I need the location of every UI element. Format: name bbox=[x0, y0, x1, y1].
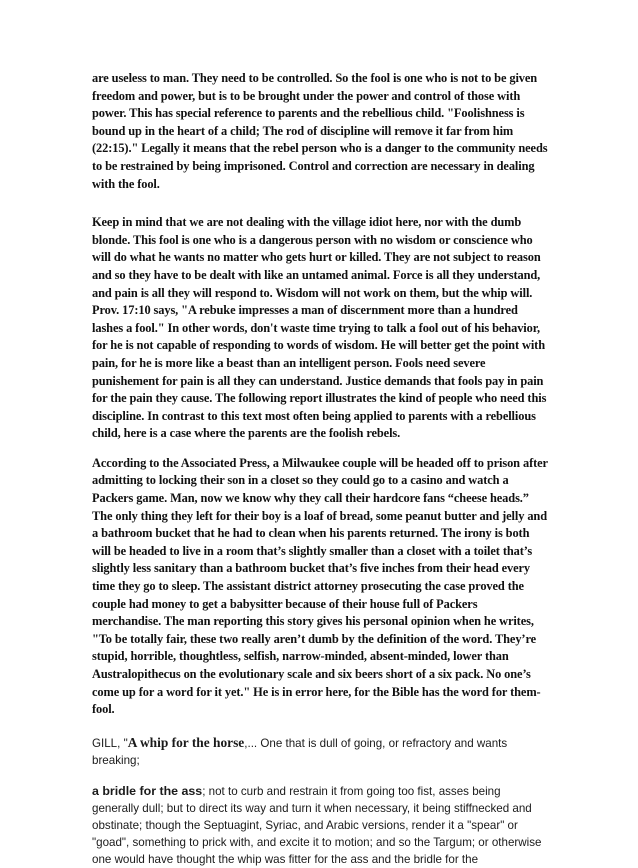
gill-prefix: GILL, " bbox=[92, 736, 128, 750]
paragraph-gill-commentary bbox=[92, 734, 548, 769]
paragraph-village-idiot: Keep in mind that we are not dealing with the village idiot here, nor with the dumb blonde. This fool is one who is a dangerous person with no wisdom or conscience who will do what he wants no matter who gets hurt or killed. They are not subject to reason and so they have to be dealt with like an untamed animal. Force is all they understand, and pain is all they will respond to. Wisdom will not work on them, but the whip will. Prov. 17:10 says, "A rebuke impresses a man of discernment more than a hundred lashes a fool." In other words, don't waste time trying to talk a fool out of his behavior, for he is not capable of responding to words of wisdom. He will better get the point with pain, for he is more like a beast than an intelligent person. Fools need severe punishement for pain is all they can understand. Justice demands that fools pay in pain for the pain they cause. The following report illustrates the kind of people who need this discipline. In contrast to this text most often being applied to parents with a rebellious child, here is a case where the parents are the foolish rebels. bbox=[92, 215, 547, 441]
paragraph-fool-control: are useless to man. They need to be controlled. So the fool is one who is not to be given freedom and power, but is to be brought under the power and control of those with power. This has special reference to parents and the rebellious child. "Foolishness is bound up in the heart of a child; The rod of discipline will remove it far from him (22:15)." Legally it means that the rebel person who is a danger to the community needs to be restrained by being imprisoned. Control and correction are necessary in dealing with the fool. bbox=[92, 71, 548, 191]
paragraph-bridle-commentary bbox=[92, 783, 548, 868]
gill-text: ,... One that is dull of going, or refractory and wants breaking; bbox=[92, 736, 508, 767]
bridle-text: ; not to curb and restrain it from going too fist, asses being generally dull; but to direct its way and turn it when necessary, it being stiffnecked and obstinate; though the Septuagint, Syriac, and Arabic versions, render it a "spear" or "goad", something to prick with, and excite it to motion; and so the Targum; or otherwise one would have thought the whip was fitter for the ass and the bridle for the bbox=[92, 784, 542, 866]
gill-lead-phrase: A whip for the horse bbox=[127, 734, 245, 750]
paragraph-associated-press: According to the Associated Press, a Milwaukee couple will be headed off to prison after admitting to locking their son in a closet so they could go to a casino and watch a Packers game. Man, now we know why they call their hardcore fans “cheese heads.” The only thing they left for their boy is a loaf of bread, some peanut butter and jelly and a bathroom bucket that he had to clean when his parents returned. The irony is both will be headed to live in a room that’s slightly smaller than a closet with a toilet that’s slightly less sanitary than a bathroom bucket that’s five inches from their head every time they go to sleep. The assistant district attorney prosecuting the case proved the couple had money to get a babysitter because of their house full of Packers merchandise. The man reporting this story gives his personal opinion when he writes, "To be totally fair, these two really aren’t dumb by the definition of the word. They’re stupid, horrible, thoughtless, selfish, narrow-minded, absent-minded, lower than Australopithecus on the evolutionary scale and six beers short of a six pack. No one’s come up for a word for it yet." He is in error here, for the Bible has the word for them-fool. bbox=[92, 455, 548, 717]
bridle-lead-phrase: a bridle for the ass bbox=[92, 783, 203, 798]
